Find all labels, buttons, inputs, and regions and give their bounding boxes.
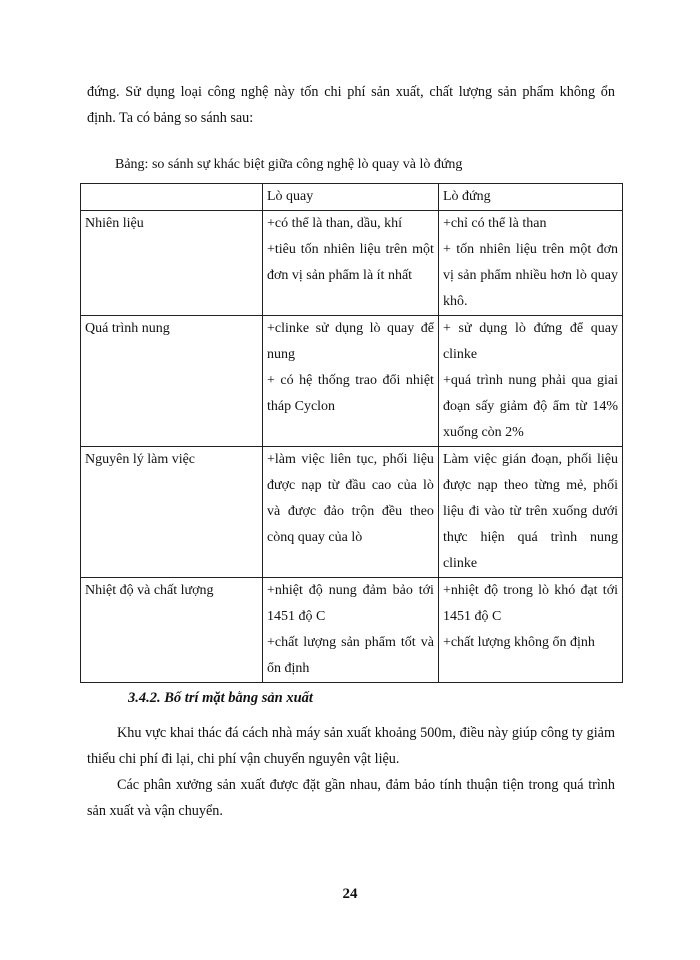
section-heading: 3.4.2. Bố trí mặt bằng sản xuất <box>128 690 313 706</box>
row-vertical-cell <box>438 447 622 578</box>
table-header-row <box>81 184 623 211</box>
intro-line-2: định. Ta có bảng so sánh sau: <box>87 110 254 126</box>
row-rotary-cell <box>263 447 439 578</box>
row-rotary-cell <box>263 211 439 316</box>
cell-line: +nhiệt độ trong lò khó đạt tới 1451 độ C <box>442 583 618 624</box>
row-criterion: Nhiệt độ và chất lượng <box>81 578 263 683</box>
cell-line: + sử dụng lò đứng để quay clinke <box>442 321 618 362</box>
table-row <box>81 447 623 578</box>
row-criterion: Nguyên lý làm việc <box>81 447 263 578</box>
cell-line: +chất lượng sản phẩm tốt và ổn định <box>267 635 434 676</box>
comparison-table <box>80 183 623 683</box>
row-rotary-cell <box>263 316 439 447</box>
section-paragraph-2: Các phân xưởng sản xuất được đặt gần nhau, đảm bảo tính thuận tiện trong quá trình sản xuất và vận chuyển. <box>87 777 615 819</box>
cell-line: +quá trình nung phải qua giai đoạn sấy giảm độ ẩm từ 14% xuống còn 2% <box>442 373 618 440</box>
row-criterion: Quá trình nung <box>81 316 263 447</box>
cell-line: +nhiệt độ nung đảm bảo tới 1451 độ C <box>267 583 434 624</box>
row-rotary-cell <box>263 578 439 683</box>
row-vertical-cell <box>438 578 622 683</box>
intro-line-1: đứng. Sử dụng loại công nghệ này tốn chi phí sản xuất, chất lượng sản phẩm không ổn <box>87 84 615 100</box>
cell-line: + tốn nhiên liệu trên một đơn vị sản phẩm nhiều hơn lò quay khô. <box>442 242 618 309</box>
table-row <box>81 316 623 447</box>
page-number: 24 <box>342 886 358 902</box>
table-row <box>81 578 623 683</box>
cell-line: Làm việc gián đoạn, phối liệu được nạp theo từng mẻ, phối liệu đi vào từ trên xuống dưới thực hiện quá trình nung clinke <box>442 452 618 571</box>
table-row <box>81 211 623 316</box>
row-vertical-cell <box>438 316 622 447</box>
header-vertical-kiln: Lò đứng <box>438 184 622 211</box>
row-vertical-cell <box>438 211 622 316</box>
table-caption: Bảng: so sánh sự khác biệt giữa công nghệ lò quay và lò đứng <box>115 157 463 172</box>
cell-line: +clinke sử dụng lò quay để nung <box>267 321 434 362</box>
header-criterion <box>81 184 263 211</box>
cell-line: + có hệ thống trao đổi nhiệt tháp Cyclon <box>267 373 434 414</box>
section-paragraph-1: Khu vực khai thác đá cách nhà máy sản xuất khoảng 500m, điều này giúp công ty giảm thiểu chi phí đi lại, chi phí vận chuyển nguyên vật liệu. <box>87 725 615 767</box>
header-rotary-kiln: Lò quay <box>263 184 439 211</box>
cell-line: +tiêu tốn nhiên liệu trên một đơn vị sản phẩm là ít nhất <box>267 242 434 283</box>
cell-line: +chỉ có thể là than <box>442 216 547 231</box>
cell-line: +có thể là than, dầu, khí <box>267 216 403 231</box>
row-criterion: Nhiên liệu <box>81 211 263 316</box>
cell-line: +làm việc liên tục, phối liệu được nạp từ đầu cao của lò và được đảo trộn đều theo cònq quay của lò <box>267 452 434 545</box>
cell-line: +chất lượng không ổn định <box>442 635 595 650</box>
